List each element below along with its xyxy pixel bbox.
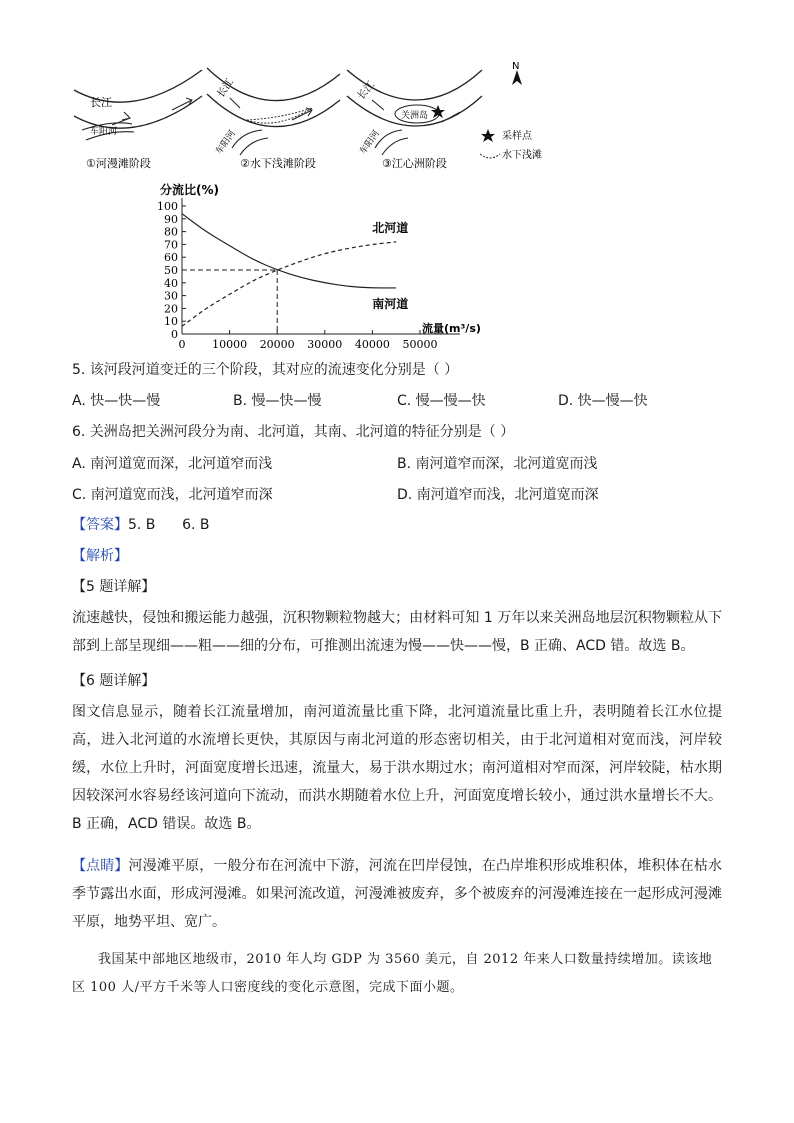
tip-text: 河漫滩平原，一般分布在河流中下游，河流在凹岸侵蚀，在凸岸堆积形成堆积体，堆积体在枯水季节露出水面，形成河漫滩。如果河流改道，河漫滩被废弃，多个被废弃的河漫滩连接在一起形成河漫滩平原，地势平坦、宽广。 [72,858,723,930]
river-stage-figure [72,60,572,175]
y-tick-label: 10 [164,315,178,329]
y-tick-label: 0 [171,328,178,341]
q6-option-c[interactable]: C. 南河道宽而浅，北河道窄而深 [72,487,273,503]
legend-shoal-label: 水下浅滩 [502,150,542,161]
series-label-north: 北河道 [372,220,409,235]
q5-option-c[interactable]: C. 慢—慢—快 [397,393,486,409]
q6-stem: 6. 关洲岛把关洲河段分为南、北河道，其南、北河道的特征分别是（ ） [72,424,515,440]
q6-option-d[interactable]: D. 南河道窄而浅，北河道宽而深 [397,487,599,503]
analysis-label: 【解析】 [72,548,128,564]
stage-2-tributary-label: 车阳河 [214,128,238,157]
flow-ratio-chart [150,180,490,350]
stage-3-caption: ③江心洲阶段 [382,157,447,170]
q5-option-d[interactable]: D. 快—慢—快 [558,393,648,409]
stage-3-tributary-label: 车阳河 [358,128,382,157]
detail6-text: 图文信息显示，随着长江流量增加，南河道流量比重下降，北河道流量比重上升，表明随着长江水位提高，进入北河道的水流增长更快，其原因与南北河道的形态密切相关，由于北河道相对宽而浅，河岸较缓，水位上升时，河面宽度增长迅速，流量大，易于洪水期过水；南河道相对窄而深，河岸较陡，枯水期因较深河水容易经该河道向下流动，而洪水期随着水位上升，河面宽度增长较小，通过洪水量增长不大。B 正确，ACD 错误。故选 B。 [72,704,722,832]
answer-line [72,516,210,534]
x-tick-label: 20000 [259,338,295,350]
stage-1-map [74,70,202,170]
y-tick-label: 80 [164,225,178,239]
y-tick-label: 60 [164,251,178,265]
map-legend [480,129,542,161]
detail5-label: 【5 题详解】 [72,579,156,595]
q6-option-a[interactable]: A. 南河道宽而深，北河道窄而浅 [72,456,273,472]
stage-1-tributary-label: 车阳河 [90,127,118,137]
q5-option-b[interactable]: B. 慢—快—慢 [233,393,322,409]
y-tick-label: 90 [164,212,178,226]
tip-label: 【点睛】 [72,858,129,874]
stage-1-river-label: 长江 [90,96,112,109]
answer-text: 5. B 6. B [128,517,210,533]
answer-label: 【答案】 [72,517,128,533]
shoal-shape [247,108,312,123]
y-tick-label: 30 [164,289,178,303]
series-line-south [182,214,396,288]
x-axis-title: 流量(m³/s) [422,322,481,335]
q6-option-b[interactable]: B. 南河道窄而深，北河道宽而浅 [397,456,598,472]
x-tick-label: 30000 [307,338,343,350]
series-line-north [182,242,396,326]
stage-2-caption: ②水下浅滩阶段 [240,157,316,170]
q5-stem: 5. 该河段河道变迁的三个阶段，其对应的流速变化分别是（ ） [72,362,459,378]
y-tick-label: 40 [164,276,178,290]
legend-star-icon [481,129,495,142]
legend-shoal-icon [480,154,500,158]
stage-3-map [347,70,482,170]
series-label-south: 南河道 [372,296,409,311]
stage-2-map [207,68,340,170]
x-tick-label: 40000 [354,338,390,350]
stage-3-river-label: 长江 [355,79,378,102]
x-tick-label: 0 [178,338,186,350]
detail5-text: 流速越快，侵蚀和搬运能力越强，沉积物颗粒物越大；由材料可知 1 万年以来关洲岛地层沉积物颗粒从下部到上部呈现细——粗——细的分布，可推测出流速为慢——快——慢，B 正确、ACD 错。故选 B。 [72,610,722,654]
svg-text:N: N [512,61,520,72]
stage-2-river-label: 长江 [215,77,236,100]
tip-block [72,852,722,936]
y-tick-label: 50 [164,264,178,277]
island-label: 关洲岛 [401,111,429,121]
legend-sample-label: 采样点 [502,131,532,142]
y-tick-label: 20 [164,302,178,316]
y-tick-label: 100 [157,200,178,213]
x-tick-label: 10000 [212,338,248,350]
y-axis-title: 分流比(%) [160,183,219,197]
q5-option-a[interactable]: A. 快—快—慢 [72,393,161,409]
y-tick-label: 70 [164,238,178,252]
detail6-label: 【6 题详解】 [72,673,156,689]
stage-1-caption: ①河漫滩阶段 [86,157,151,170]
north-arrow-icon [512,61,522,85]
x-tick-label: 50000 [402,338,438,350]
next-question-intro: 我国某中部地区地级市，2010 年人均 GDP 为 3560 美元，自 2012 年来人口数量持续增加。读该地区 100 人/平方千米等人口密度线的变化示意图，完成下面小题。 [72,952,713,995]
